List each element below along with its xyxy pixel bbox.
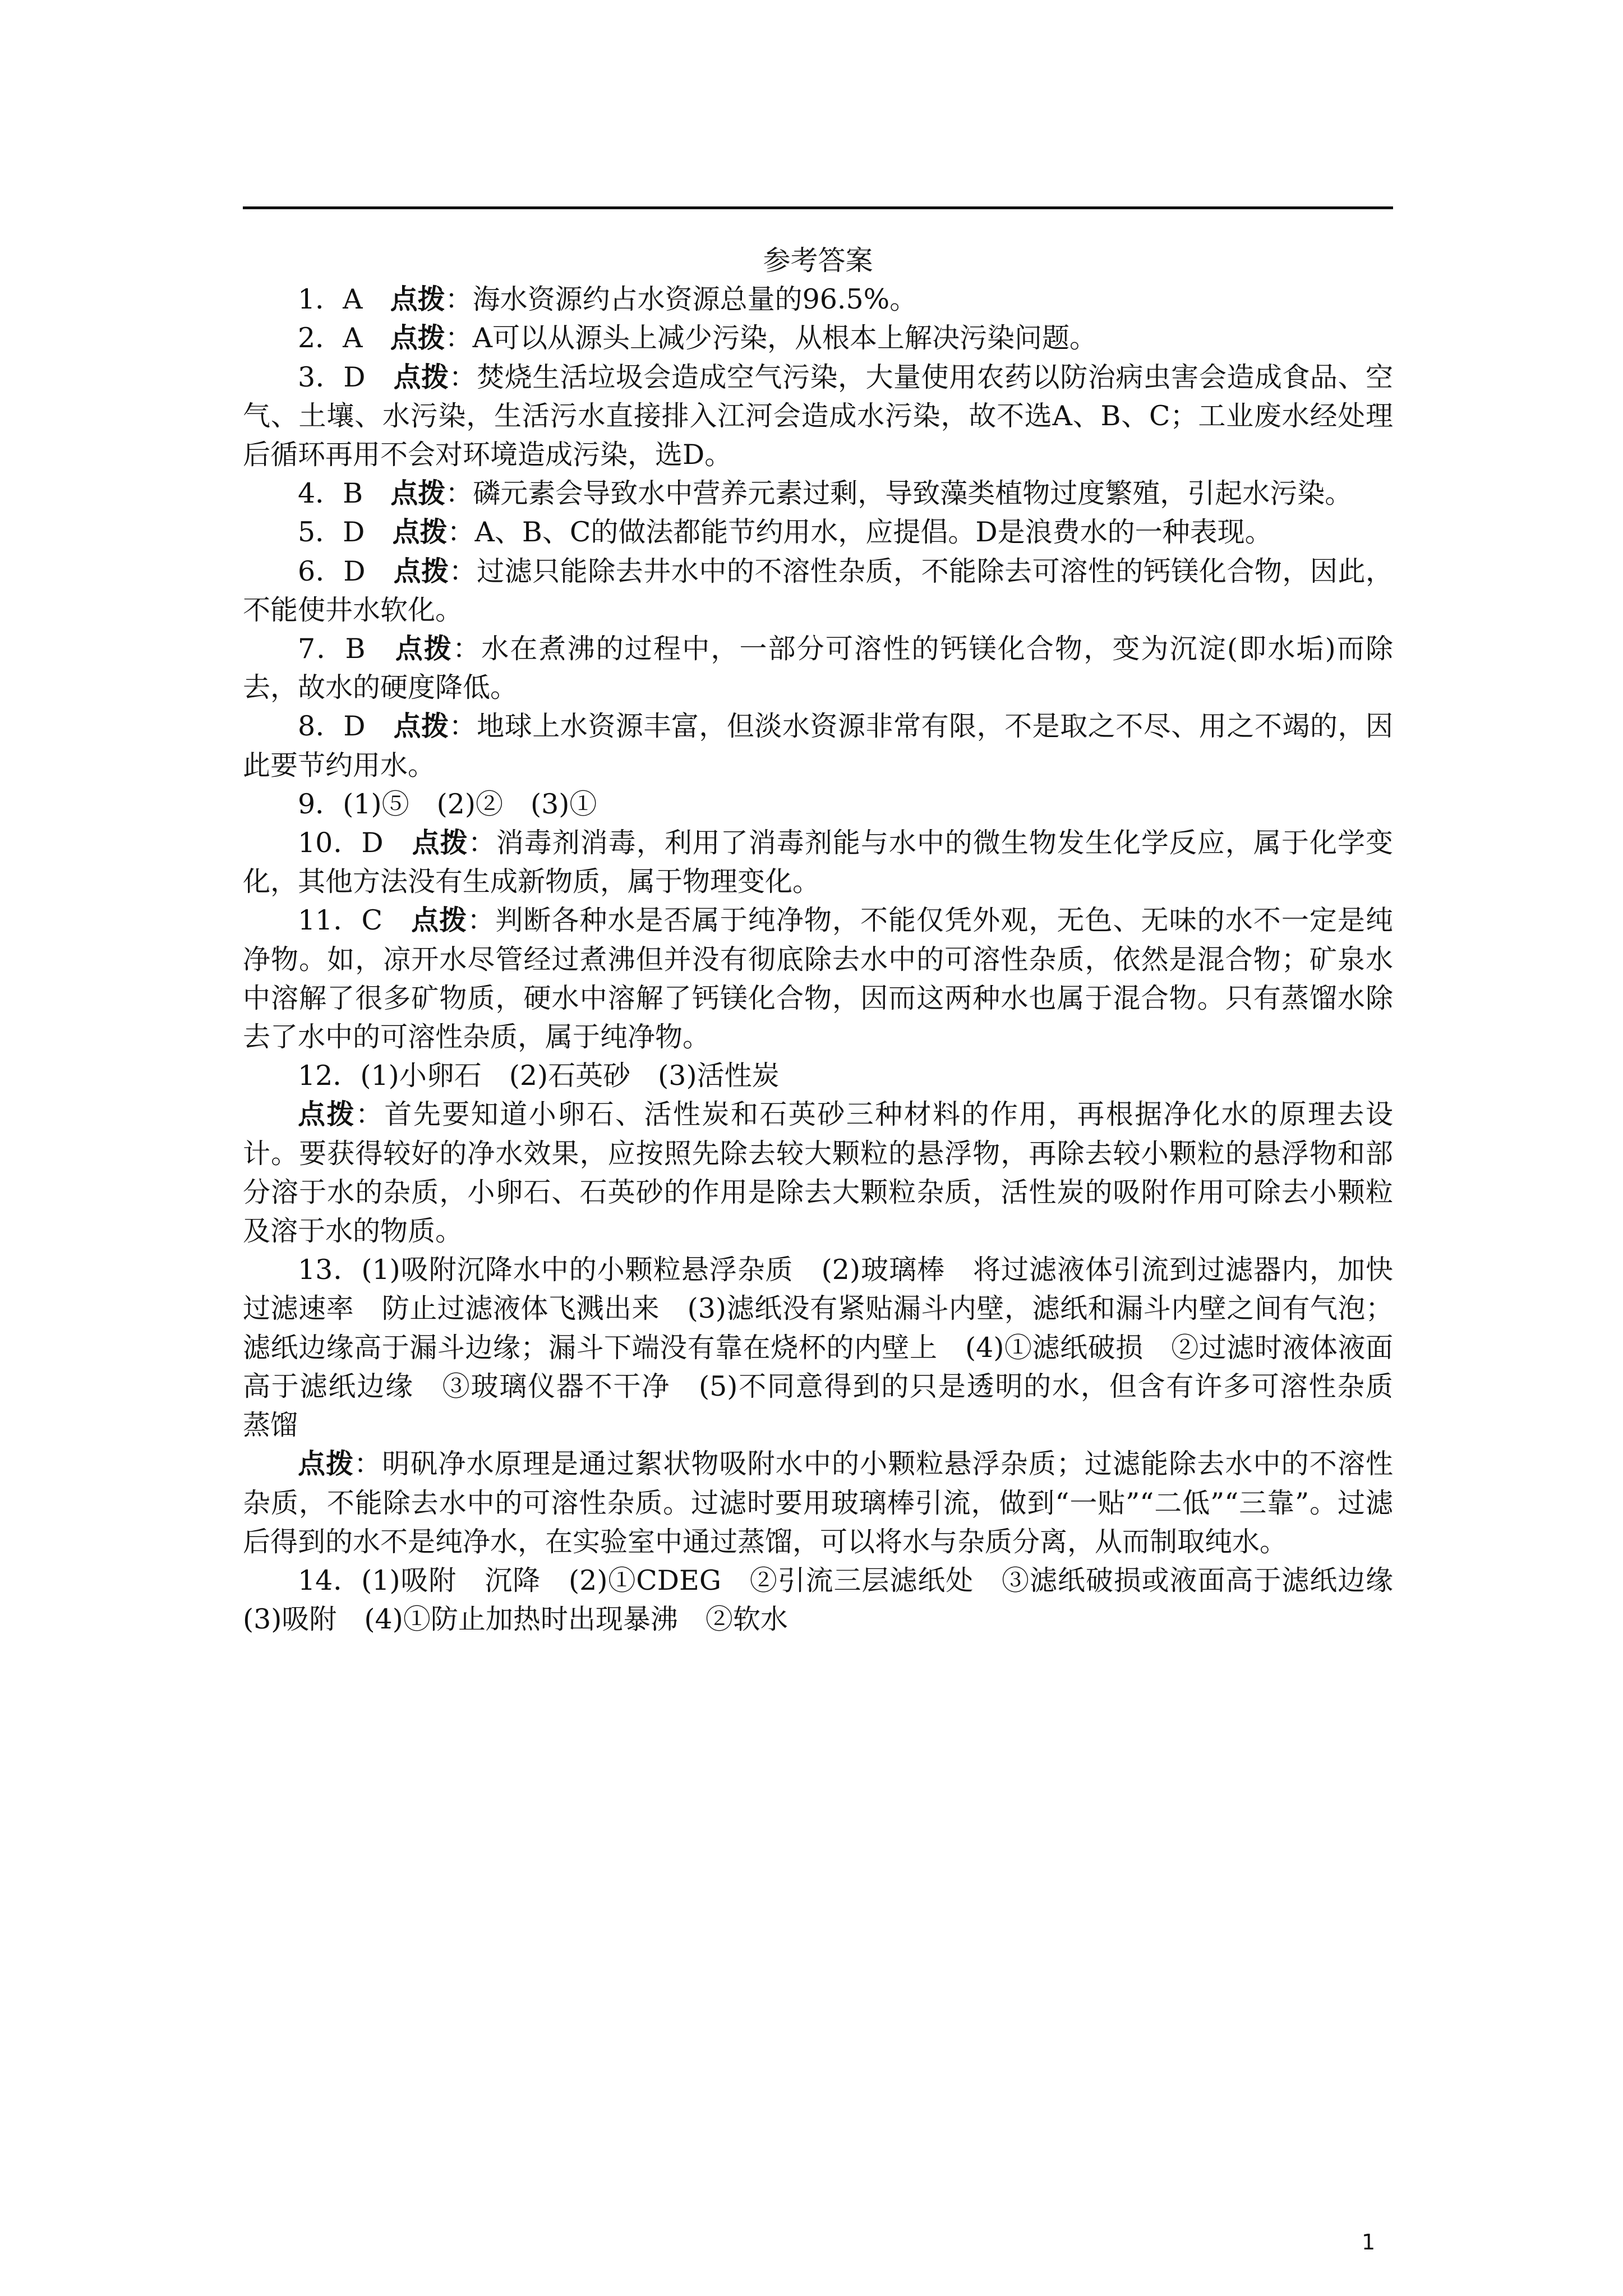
header-rule (243, 206, 1393, 209)
answer-item-1 (243, 280, 1393, 319)
hint-label: 点拨 (298, 1447, 354, 1480)
hint-paragraph-13 (243, 1444, 1393, 1561)
answer-prefix: 4．B (298, 477, 391, 510)
answer-text: ：判断各种水是否属于纯净物，不能仅凭外观，无色、无味的水不一定是纯净物。如，凉开水尽管经过煮沸但并没有彻底除去水中的可溶性杂质，依然是混合物；矿泉水中溶解了很多矿物质，硬水中溶解了钙镁化合物，因而这两种水也属于混合物。只有蒸馏水除去了水中的可溶性杂质，属于纯净物。 (243, 904, 1393, 1053)
hint-label: 点拨 (393, 360, 449, 393)
answer-item-8 (243, 707, 1393, 784)
answer-prefix: 1．A (298, 283, 390, 316)
hint-text: ：明矾净水原理是通过絮状物吸附水中的小颗粒悬浮杂质；过滤能除去水中的不溶性杂质，不能除去水中的可溶性杂质。过滤时要用玻璃棒引流，做到“一贴”“二低”“三靠”。过滤后得到的水不是纯净水，在实验室中通过蒸馏，可以将水与杂质分离，从而制取纯水。 (243, 1448, 1393, 1558)
hint-label: 点拨 (392, 516, 448, 549)
answer-item-13: 13．(1)吸附沉降水中的小颗粒悬浮杂质 (2)玻璃棒 将过滤液体引流到过滤器内，加快过滤速率 防止过滤液体飞溅出来 (3)滤纸没有紧贴漏斗内壁，滤纸和漏斗内壁之间有气泡；滤纸边缘高于漏斗边缘；漏斗下端没有靠在烧杯的内壁上 (4)①滤纸破损 ②过滤时液体液面高于滤纸边缘 ③玻璃仪器不干净 (5)不同意得到的只是透明的水，但含有许多可溶性杂质 蒸馏 (243, 1254, 1421, 1442)
answer-text: ：消毒剂消毒，利用了消毒剂能与水中的微生物发生化学反应，属于化学变化，其他方法没有生成新物质，属于物理变化。 (243, 827, 1393, 898)
answer-item-3 (243, 358, 1393, 475)
hint-label: 点拨 (412, 826, 468, 859)
answer-text: ：水在煮沸的过程中，一部分可溶性的钙镁化合物，变为沉淀(即水垢)而除去，故水的硬度降低。 (243, 633, 1394, 704)
hint-label: 点拨 (298, 1098, 356, 1131)
answer-item-5 (243, 513, 1393, 551)
hint-label: 点拨 (411, 904, 468, 937)
answer-text: ：焚烧生活垃圾会造成空气污染，大量使用农药以防治病虫害会造成食品、空气、土壤、水污染，生活污水直接排入江河会造成水污染，故不选A、B、C；工业废水经处理后循环再用不会对环境造成污染，选D。 (243, 361, 1393, 471)
answer-item-14: 14．(1)吸附 沉降 (2)①CDEG ②引流三层滤纸处 ③滤纸破损或液面高于滤纸边缘 (3)吸附 (4)①防止加热时出现暴沸 ②软水 (243, 1564, 1421, 1636)
answer-text: ：地球上水资源丰富，但淡水资源非常有限，不是取之不尽、用之不竭的，因此要节约用水。 (243, 710, 1393, 781)
answer-text: ：海水资源约占水资源总量的96.5%。 (445, 283, 917, 316)
answer-prefix: 3．D (298, 361, 394, 393)
answer-item-11 (243, 901, 1393, 1056)
answer-text: ：磷元素会导致水中营养元素过剩，导致藻类植物过度繁殖，引起水污染。 (445, 477, 1353, 510)
answer-item-9 (243, 785, 1393, 823)
hint-text: ：首先要知道小卵石、活性炭和石英砂三种材料的作用，再根据净化水的原理去设计。要获得较好的净水效果，应按照先除去较大颗粒的悬浮物，再除去较小颗粒的悬浮物和部分溶于水的杂质，小卵石、石英砂的作用是除去大颗粒杂质，活性炭的吸附作用可除去小颗粒及溶于水的物质。 (243, 1098, 1393, 1248)
answer-item-10 (243, 823, 1393, 901)
answer-section (243, 241, 1421, 1639)
hint-label: 点拨 (393, 710, 449, 743)
hint-label: 点拨 (393, 554, 449, 587)
hint-paragraph-12 (243, 1095, 1393, 1250)
answer-prefix: 10．D (298, 827, 412, 859)
hint-label: 点拨 (390, 477, 446, 510)
answer-prefix: 11．C (298, 904, 412, 937)
answer-text: ：过滤只能除去井水中的不溶性杂质，不能除去可溶性的钙镁化合物，因此，不能使井水软化。 (243, 555, 1393, 626)
answer-prefix: 2．A (298, 322, 390, 355)
hint-label: 点拨 (390, 283, 445, 316)
answer-prefix: 12．(1)小卵石 (2)石英砂 (3)活性炭 (298, 1060, 780, 1092)
answer-prefix: 8．D (298, 710, 394, 743)
hint-label: 点拨 (395, 632, 453, 665)
answer-text: ：A可以从源头上减少污染，从根本上解决污染问题。 (445, 322, 1097, 355)
answer-prefix: 7．B (298, 633, 395, 665)
answer-item-6 (243, 552, 1393, 629)
answer-prefix: 9．(1)⑤ (2)② (3)① (298, 788, 597, 820)
answer-text: ：A、B、C的做法都能节约用水，应提倡。D是浪费水的一种表现。 (447, 516, 1272, 549)
page-title: 参考答案 (763, 245, 873, 277)
answer-item-2 (243, 319, 1393, 357)
answer-item-4 (243, 474, 1393, 513)
answer-item-12 (243, 1056, 1393, 1095)
answer-prefix: 6．D (298, 555, 394, 587)
answer-item-7 (243, 629, 1393, 707)
page-number: 1 (1362, 2230, 1376, 2254)
answer-prefix: 5．D (298, 516, 393, 549)
hint-label: 点拨 (390, 321, 445, 355)
